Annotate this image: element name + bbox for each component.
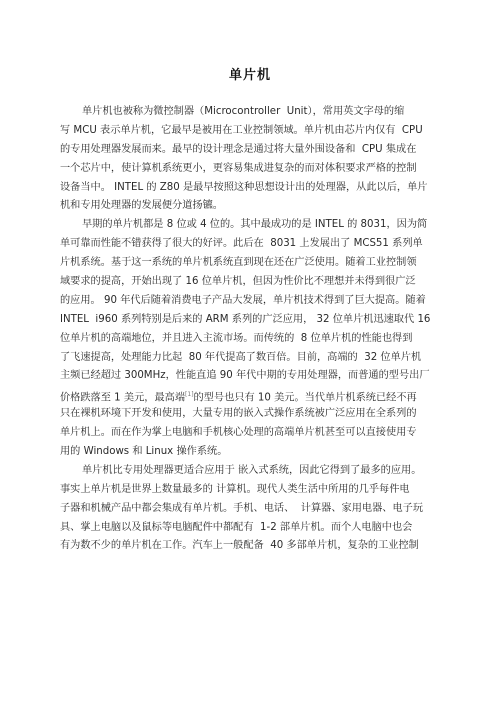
text-line: 用的 Windows 和 Linux 操作系统。 [60, 446, 228, 458]
text-line: 域要求的提高，开始出现了 16 位单片机，但因为性价比不理想并未得到很广泛 [60, 276, 416, 288]
text-segment: 的型号也只有 10 美元。当代单片机系统已经不再 [193, 392, 417, 404]
text-line: 设备当中。 INTEL 的 Z80 是最早按照这种思想设计出的处理器，从此以后，单片 [60, 181, 428, 193]
text-line: 片机系统。基于这一系统的单片机系统直到现在还在广泛使用。随着工业控制领 [60, 257, 417, 269]
text-line: 一个芯片中，使计算机系统更小，更容易集成进复杂的而对体积要求严格的控制 [60, 162, 417, 174]
text-line: 位单片机的高端地位，并且进入主流市场。而传统的 8 位单片机的性能也得到 [60, 332, 413, 344]
text-line: 只在裸机环境下开发和使用，大量专用的嵌入式操作系统被广泛应用在全系列的 [60, 408, 417, 420]
text-line: 单片机比专用处理器更适合应用于 嵌入式系统，因此它得到了最多的应用。 [82, 464, 422, 476]
text-line: 写 MCU 表示单片机，它最早是被用在工业控制领域。单片机由芯片内仅有 CPU [60, 124, 423, 136]
text-segment: 价格跌落至 1 美元，最高端 [60, 392, 186, 404]
text-line-with-footnote [60, 386, 446, 405]
text-line: 单片机上。而在作为掌上电脑和手机核心处理的高端单片机甚至可以直接使用专 [60, 427, 417, 439]
document-title: 单片机 [228, 68, 271, 83]
text-line: 了飞速提高，处理能力比起 80 年代提高了数百倍。目前，高端的 32 位单片机 [60, 351, 422, 363]
text-line: 早期的单片机都是 8 位或 4 位的。其中最成功的是 INTEL 的 8031，因为简 [82, 219, 428, 231]
text-line: 主频已经超过 300MHz，性能直追 90 年代中期的专用处理器，而普通的型号出厂 [60, 370, 430, 382]
text-line: 机和专用处理器的发展便分道扬镳。 [60, 200, 223, 212]
text-line: INTEL i960 系列特别是后来的 ARM 系列的广泛应用， 32 位单片机迅速取代 16 [60, 313, 431, 325]
text-line: 单可靠而性能不错获得了很大的好评。此后在 8031 上发展出了 MCS51 系列单 [60, 238, 423, 250]
text-line: 有为数不少的单片机在工作。汽车上一般配备 40 多部单片机，复杂的工业控制 [60, 540, 419, 552]
text-line: 具、掌上电脑以及鼠标等电脑配件中都配有 1-2 部单片机。而个人电脑中也会 [60, 521, 413, 533]
text-line: 的应用。 90 年代后随着消费电子产品大发展，单片机技术得到了巨大提高。随着 [60, 294, 426, 306]
text-line: 单片机也被称为微控制器（Microcontroller Unit），常用英文字母的缩 [82, 106, 405, 117]
footnote-marker[interactable]: [1] [185, 391, 194, 399]
text-line: 事实上单片机是世界上数量最多的 计算机。现代人类生活中所用的几乎每件电 [60, 483, 410, 495]
document-body [60, 103, 446, 556]
text-line: 的专用处理器发展而来。最早的设计理念是通过将大量外围设备和 CPU 集成在 [60, 143, 417, 155]
text-line: 子器和机械产品中都会集成有单片机。手机、电话、 计算器、家用电器、电子玩 [60, 502, 424, 514]
